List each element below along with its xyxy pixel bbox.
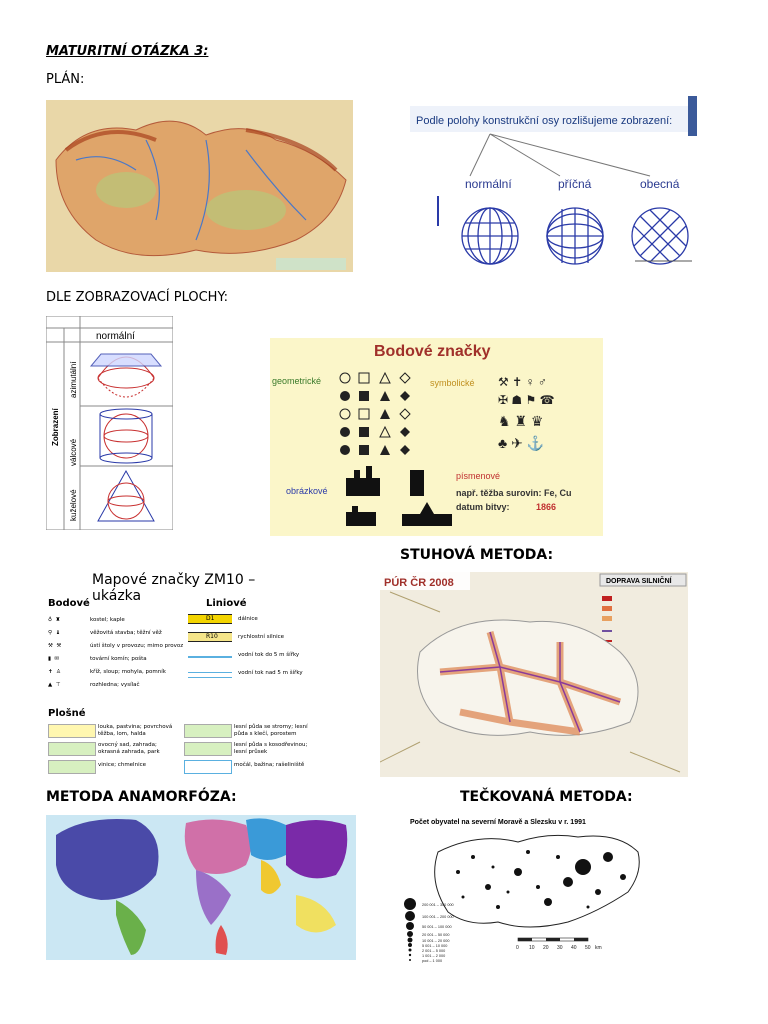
zm10-line-item: dálnice [238,616,258,622]
zm10-line-item: vodní tok do 5 m šířky [238,652,300,658]
point-signs-example2-value: 1866 [536,502,557,512]
zm10-area-heading: Plošné [48,708,86,719]
zm10-point-item: ✝ ♙ kříž, sloup; mohyla, pomník [48,669,166,675]
projection-label-transverse: příčná [558,177,592,191]
zm10-point-item: ▮ ✉ tovární komín; pošta [48,656,147,662]
zm10-point-item: ⚲ ♝ věžovitá stavba; těžní věž [48,630,162,636]
zm10-line-code: D1 [188,614,232,624]
zm10-point-item: ▲ ⊤ rozhledna; vysílač [48,682,140,688]
zm10-area-item: vinice; chmelnice [98,762,147,768]
point-signs-example1: např. těžba surovin: Fe, Cu [456,488,572,498]
point-signs-figure [270,338,603,536]
svg-text:♣ ✈ ⚓: ♣ ✈ ⚓ [498,435,545,451]
projection-label-oblique: obecná [640,177,680,191]
zm10-line-item: vodní tok nad 5 m šířky [238,670,303,676]
dot-legend-item: 200 001 – 350 000 [422,903,454,907]
projection-axis-figure [410,96,697,276]
dot-map-title: Počet obyvatel na severní Moravě a Slezsku v r. 1991 [410,819,586,826]
zm10-line-heading: Liniové [206,598,247,609]
dot-legend-item: 1 001 – 2 000 [422,954,446,958]
dot-legend-item: pod – 1 000 [422,959,443,963]
projection-heading: Podle polohy konstrukční osy rozlišujeme zobrazení: [416,115,673,127]
surface-side-label: Zobrazení [51,408,60,446]
dot-scale-label: 10 [529,945,535,951]
dot-scale-label: 50 [585,945,591,951]
dot-scale-label: km [595,945,602,951]
point-signs-symbolic: symbolické [430,378,475,388]
anamorphosis-map [46,815,356,960]
physical-map-image [46,100,353,272]
zm10-area-item: lesní půda s kosodřevinou; lesní průsek [234,742,308,755]
dot-scale-label: 20 [543,945,549,951]
zm10-title: Mapové značky ZM10 – ukázka [92,572,256,604]
ribbon-method-label: STUHOVÁ METODA: [400,547,554,563]
surface-row-conical: kuželové [69,489,78,521]
surface-row-cylindrical: válcové [69,438,78,466]
zm10-area-item: ovocný sad, zahrada; okrasná zahrada, park [98,742,160,755]
plan-label: PLÁN: [46,72,85,87]
svg-text:⚒ ✝ ♀ ♂: ⚒ ✝ ♀ ♂ [498,375,547,389]
globe-transverse-icon [547,208,603,264]
zm10-line-code: R10 [188,632,232,642]
dot-map-scale [518,938,588,941]
point-signs-geometric: geometrické [272,376,322,386]
surface-label: DLE ZOBRAZOVACÍ PLOCHY: [46,290,229,305]
dot-legend-item: 100 001 – 200 000 [422,915,454,919]
dot-legend-item: 50 001 – 100 000 [422,925,452,929]
zm10-area-item: lesní půda se stromy; lesní půda s klečí, porostem [234,724,308,737]
projection-surface-table [46,316,173,530]
dot-legend-item: 2 001 – 5 000 [422,949,446,953]
dot-legend-item: 10 001 – 20 000 [422,939,450,943]
dot-scale-label: 30 [557,945,563,951]
point-signs-example2-label: datum bitvy: [456,502,510,512]
pur-title: PÚR ČR 2008 [384,577,454,589]
dot-method-label: TEČKOVANÁ METODA: [460,789,633,805]
zm10-area-item: louka, pastvina; povrchová těžba, lom, halda [98,724,173,737]
zm10-point-item: ♁ ♜ kostel; kaple [48,617,125,623]
anamorphosis-label: METODA ANAMORFÓZA: [46,789,237,805]
zm10-figure [46,572,308,772]
dot-method-map [398,812,658,964]
point-signs-pictorial: obrázkové [286,486,328,496]
dot-legend-item: 5 001 – 10 000 [422,944,448,948]
zm10-line-item: rychlostní silnice [238,634,285,640]
dot-scale-label: 40 [571,945,577,951]
svg-text:♞ ♜ ♛: ♞ ♜ ♛ [498,413,544,429]
zm10-point-item: ⚒ ⚒ ústí štoly v provozu; mimo provoz [48,643,184,649]
zm10-point-list [48,614,198,692]
globe-normal-icon [462,208,518,264]
surface-row-azimuthal: azimutální [69,361,78,398]
point-signs-title: Bodové značky [374,343,491,360]
projection-label-normal: normální [465,177,512,191]
svg-text:✠ ☗ ⚑ ☎: ✠ ☗ ⚑ ☎ [498,393,555,407]
document-title: MATURITNÍ OTÁZKA 3: [46,44,209,59]
zm10-area-item: močál, bažina; rašeliniště [234,762,305,768]
ribbon-method-map [380,572,688,777]
dot-scale-label: 0 [516,945,519,951]
zm10-point-heading: Bodové [48,598,90,609]
pur-legend-title: DOPRAVA SILNIČNÍ [606,578,672,585]
dot-legend-item: 20 001 – 50 000 [422,933,450,937]
surface-header: normální [96,331,135,342]
point-signs-letter: písmenové [456,471,501,481]
